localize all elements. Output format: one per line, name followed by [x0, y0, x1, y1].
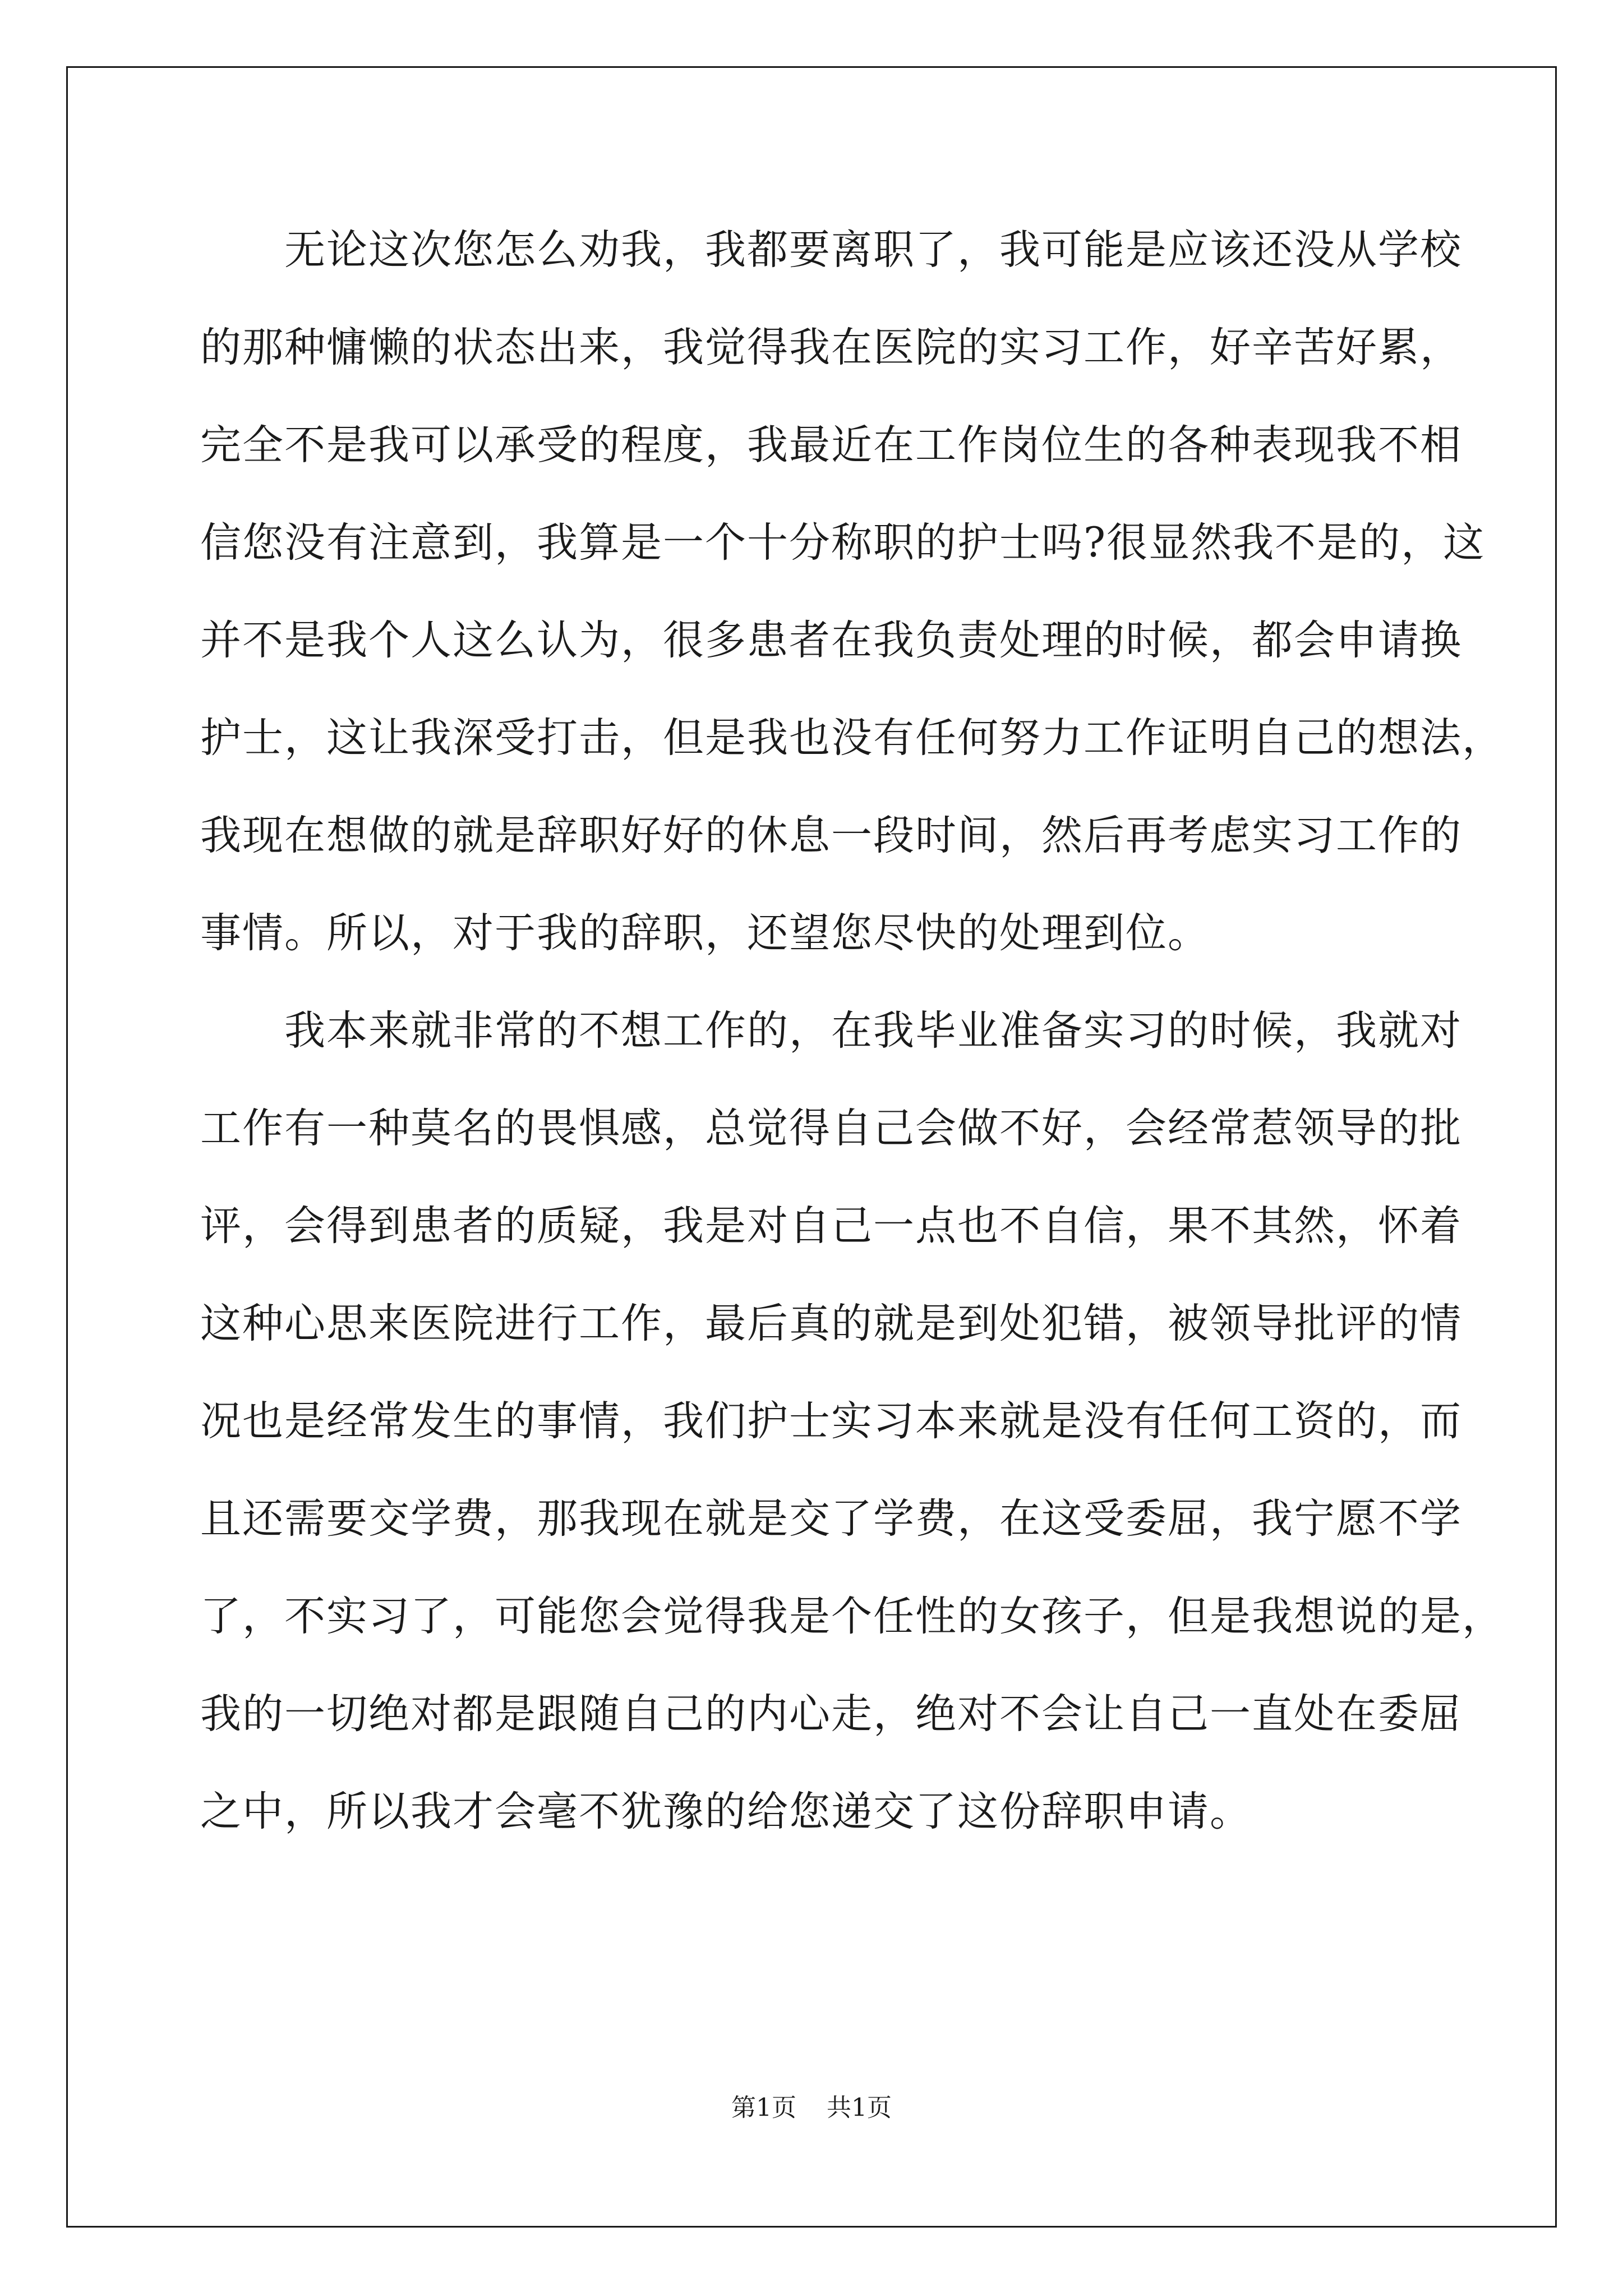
page-number: 第1页 [731, 2093, 796, 2122]
text-line: 事情。所以，对于我的辞职，还望您尽快的处理到位。 [200, 909, 1210, 957]
text-line: 无论这次您怎么劝我，我都要离职了，我可能是应该还没从学校 [200, 226, 1462, 274]
text-line: 我的一切绝对都是跟随自己的内心走，绝对不会让自己一直处在委屈 [200, 1690, 1462, 1738]
text-line: 我现在想做的就是辞职好好的休息一段时间，然后再考虑实习工作的 [200, 812, 1462, 859]
text-line: 信您没有注意到，我算是一个十分称职的护士吗?很显然我不是的，这 [200, 519, 1486, 567]
text-line: 我本来就非常的不想工作的，在我毕业准备实习的时候，我就对 [200, 1007, 1462, 1055]
text-line: 这种心思来医院进行工作，最后真的就是到处犯错，被领导批评的情 [200, 1300, 1462, 1347]
text-line: 评，会得到患者的质疑，我是对自己一点也不自信，果不其然，怀着 [200, 1202, 1462, 1250]
text-line: 了，不实习了，可能您会觉得我是个任性的女孩子，但是我想说的是， [200, 1593, 1504, 1640]
text-line: 并不是我个人这么认为，很多患者在我负责处理的时候，都会申请换 [200, 616, 1462, 664]
text-line: 工作有一种莫名的畏惧感，总觉得自己会做不好，会经常惹领导的批 [200, 1105, 1462, 1152]
text-line: 护士，这让我深受打击，但是我也没有任何努力工作证明自己的想法， [200, 714, 1504, 762]
text-line: 的那种慵懒的状态出来，我觉得我在医院的实习工作，好辛苦好累， [200, 324, 1462, 371]
text-line: 之中，所以我才会毫不犹豫的给您递交了这份辞职申请。 [200, 1788, 1252, 1835]
text-line: 完全不是我可以承受的程度，我最近在工作岗位生的各种表现我不相 [200, 421, 1462, 469]
text-line: 且还需要交学费，那我现在就是交了学费，在这受委屈，我宁愿不学 [200, 1495, 1462, 1543]
page-footer [0, 2091, 1623, 2125]
total-pages: 共1页 [827, 2093, 892, 2122]
text-line: 况也是经常发生的事情，我们护士实习本来就是没有任何工资的，而 [200, 1397, 1462, 1445]
